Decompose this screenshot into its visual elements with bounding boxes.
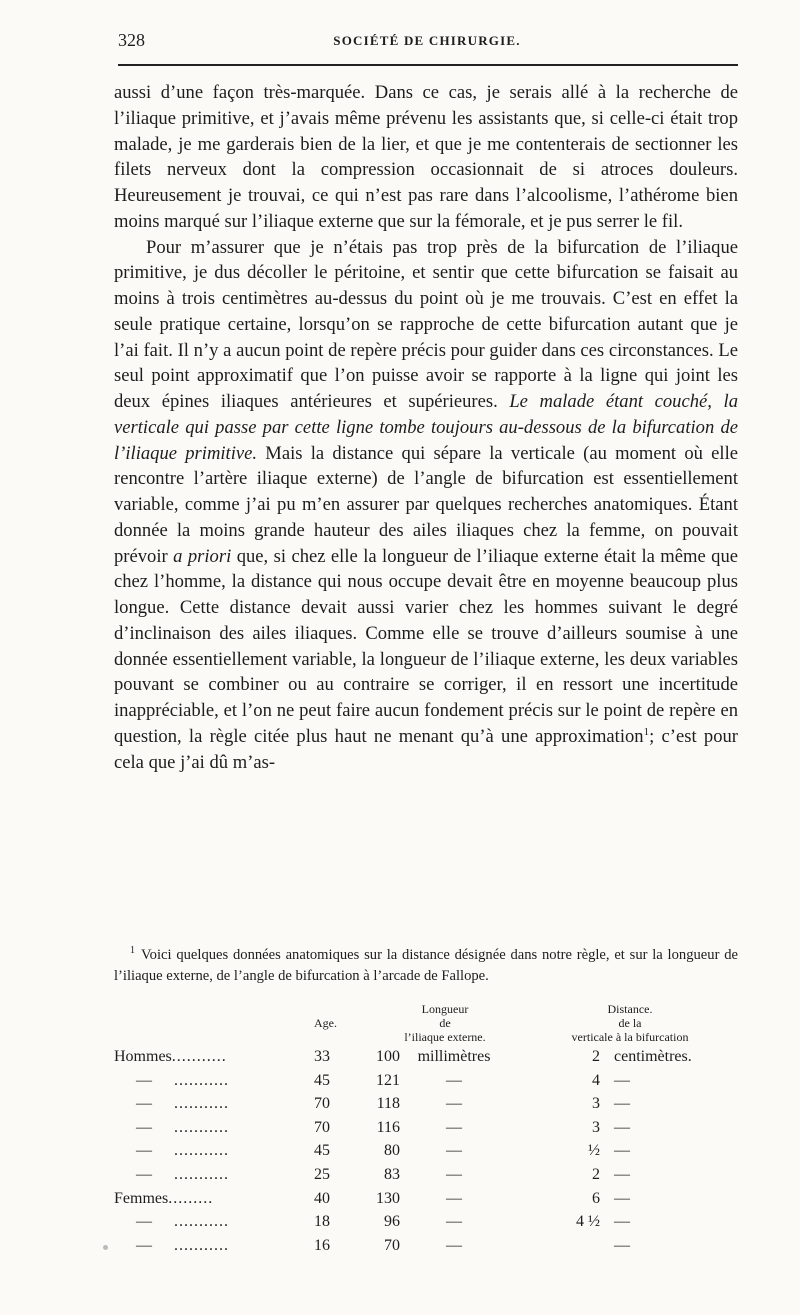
length-value: 96 [384, 1213, 400, 1231]
table-row [114, 1095, 730, 1119]
length-value: 130 [376, 1189, 400, 1207]
cell-distance [530, 1166, 730, 1190]
cell-distance [530, 1048, 730, 1072]
cell-length [360, 1213, 530, 1237]
length-unit: — [446, 1071, 462, 1089]
distance-unit: — [614, 1189, 630, 1207]
cell-age: 25 [314, 1165, 330, 1183]
cell-length [360, 1048, 530, 1072]
page-header [118, 30, 736, 54]
cell-distance [530, 1095, 730, 1119]
cell-group [114, 1119, 314, 1143]
cell-age: 40 [314, 1189, 330, 1207]
distance-unit: — [614, 1142, 630, 1160]
cell-group [114, 1142, 314, 1166]
table-row [114, 1166, 730, 1190]
distance-value: 4 [592, 1071, 600, 1089]
cell-distance [530, 1213, 730, 1237]
cell-length [360, 1237, 530, 1261]
cell-distance [530, 1119, 730, 1143]
data-table [114, 1002, 730, 1260]
cell-length [360, 1119, 530, 1143]
length-unit: — [446, 1118, 462, 1136]
length-value: 83 [384, 1165, 400, 1183]
group-label: — [136, 1236, 152, 1254]
length-unit: — [446, 1095, 462, 1113]
leader-dots: ........... [174, 1118, 229, 1136]
distance-value: 2 [592, 1165, 600, 1183]
length-unit: — [446, 1213, 462, 1231]
header-length-line-3: l’iliaque externe. [404, 1030, 486, 1044]
distance-value: 2 [592, 1048, 600, 1065]
header-distance-line-3: verticale à la bifurcation [571, 1030, 689, 1044]
length-value: 121 [376, 1071, 400, 1089]
table-row [114, 1048, 730, 1072]
distance-value: 6 [592, 1189, 600, 1207]
distance-value: 3 [592, 1118, 600, 1136]
header-length-line-2: de [439, 1016, 451, 1030]
paragraph-1: aussi d’une façon très-marquée. Dans ce cas, je serais allé à la recherche de l’iliaque primitive, et j’avais même prévenu les assistants que, si celle-ci était trop malade, je me garderais bien de la lier, et que je me contenterais de sectionner les filets nerveux dont la compression occasionnait de si atroces douleurs. Heureusement je trouvai, ce qui n’est pas rare dans l’alcoolisme, l’athérome bien moins marqué sur l’iliaque externe que sur la fémorale, et je pus serrer le fil. [114, 82, 738, 232]
table-body [114, 1048, 730, 1260]
table-row [114, 1072, 730, 1096]
length-value: 116 [376, 1118, 400, 1136]
cell-length [360, 1190, 530, 1214]
distance-unit: — [614, 1118, 630, 1136]
table-row [114, 1213, 730, 1237]
running-title: SOCIÉTÉ DE CHIRURGIE. [333, 33, 521, 48]
table-row [114, 1119, 730, 1143]
cell-group [114, 1072, 314, 1096]
distance-unit: — [614, 1213, 630, 1231]
footnote [114, 945, 738, 987]
table-row [114, 1142, 730, 1166]
paragraph-2-text-a: Pour m’assurer que je n’étais pas trop près de la bifurcation de l’iliaque primitive, je dus décoller le péritoine, et sentir que cette bifurcation se faisait au moins à trois centimètres au-dessus du point où je me trouvais. C’est en effet la seule pratique certaine, lorsqu’on se rapproche de cette bifurcation autant que je l’ai fait. Il n’y a aucun point de repère précis pour guider dans ces circonstances. Le seul point approximatif que l’on puisse avoir se rapporte à la ligne qui joint les deux épines iliaques antérieures et supérieures. [114, 236, 738, 412]
leader-dots: ........... [171, 1048, 227, 1065]
cell-distance [530, 1190, 730, 1214]
distance-unit: — [614, 1236, 630, 1254]
leader-dots: ........... [174, 1095, 229, 1113]
cell-age: 70 [314, 1095, 330, 1113]
header-group [114, 1002, 314, 1048]
cell-distance [530, 1142, 730, 1166]
leader-dots: ........... [174, 1213, 229, 1231]
table-row [114, 1237, 730, 1261]
header-rule [118, 64, 738, 66]
header-length [360, 1002, 530, 1048]
length-value: 100 [376, 1048, 400, 1065]
group-label: — [136, 1142, 152, 1160]
cell-group [114, 1237, 314, 1261]
group-label: — [136, 1095, 152, 1113]
cell-age: 45 [314, 1142, 330, 1160]
cell-distance [530, 1237, 730, 1261]
cell-age: 70 [314, 1118, 330, 1136]
footnote-mark: 1 [130, 945, 135, 957]
header-length-line-1: Longueur [421, 1002, 469, 1016]
leader-dots: ......... [168, 1189, 214, 1207]
paragraph-2-text-c: que, si chez elle la longueur de l’iliaque externe était la même que chez l’homme, la distance qui nous occupe devait être en moyenne beaucoup plus longue. Cette distance devait aussi varier chez les hommes suivant le degré d’inclinaison des ailes iliaques. Comme elle se trouve d’ailleurs soumise à une donnée essentiellement variable, la longueur de l’iliaque externe, les deux variables pouvant se combiner ou au contraire se corriger, il en ressort une incertitude inappréciable, et l’on ne peut faire aucun fondement précis sur le point de repère en question, la règle citée plus haut ne menant qu’à une approximation [114, 545, 739, 747]
leader-dots: ........... [174, 1236, 229, 1254]
length-value: 118 [376, 1095, 400, 1113]
group-label: — [136, 1213, 152, 1231]
distance-value: ½ [588, 1142, 600, 1160]
cell-age: 16 [314, 1236, 330, 1254]
paper-speck [103, 1245, 108, 1250]
italic-a-priori: a priori [173, 545, 232, 567]
header-distance [530, 1002, 730, 1048]
group-label: Hommes [114, 1048, 172, 1065]
group-label: — [136, 1071, 152, 1089]
group-label: — [136, 1118, 152, 1136]
distance-unit: — [614, 1095, 630, 1113]
cell-length [360, 1072, 530, 1096]
distance-unit: — [614, 1165, 630, 1183]
italic-rule-statement: Le malade étant couché, la verticale qui passe par cette ligne tombe toujours au-dessous de la bifurcation de l’iliaque primitive. [114, 391, 738, 464]
cell-group [114, 1213, 314, 1237]
header-age: Age. [314, 1016, 337, 1030]
group-label: — [136, 1165, 152, 1183]
footnote-text: Voici quelques données anatomiques sur la distance désignée dans notre règle, et sur la longueur de l’iliaque externe, de l’angle de bifurcation à l’arcade de Fallope. [114, 947, 738, 984]
footnote-reference: 1 [643, 725, 650, 738]
cell-length [360, 1166, 530, 1190]
leader-dots: ........... [174, 1165, 229, 1183]
group-label: Femmes [114, 1189, 169, 1207]
length-value: 80 [384, 1142, 400, 1160]
cell-age: 18 [314, 1213, 330, 1231]
cell-group [114, 1166, 314, 1190]
length-unit: — [446, 1165, 462, 1183]
cell-group [114, 1095, 314, 1119]
cell-length [360, 1142, 530, 1166]
cell-length [360, 1095, 530, 1119]
table-row [114, 1190, 730, 1214]
cell-group [114, 1190, 314, 1214]
length-unit: — [446, 1189, 462, 1207]
paragraph-2-text-b: Mais la distance qui sépare la verticale (au moment où elle rencontre l’artère iliaque externe) de l’angle de bifurcation est essentiellement variable, comme j’ai pu m’en assurer par quelques recherches anatomiques. Étant donnée la moins grande hauteur des ailes iliaques chez la femme, on pouvait prévoir [114, 442, 738, 567]
distance-value: 4 ½ [576, 1213, 600, 1231]
page-number: 328 [118, 30, 145, 50]
body-text [114, 80, 738, 775]
length-unit: — [446, 1142, 462, 1160]
length-unit: millimètres [417, 1048, 491, 1065]
length-value: 70 [384, 1236, 400, 1254]
paragraph-2-text-d: ; c’est pour cela que j’ai dû m’as- [114, 725, 738, 773]
table-header-row [114, 1002, 730, 1048]
length-unit: — [446, 1236, 462, 1254]
distance-value: 3 [592, 1095, 600, 1113]
leader-dots: ........... [174, 1142, 229, 1160]
header-distance-line-1: Distance. [607, 1002, 653, 1016]
cell-distance [530, 1072, 730, 1096]
cell-age: 45 [314, 1071, 330, 1089]
header-distance-line-2: de la [618, 1016, 642, 1030]
leader-dots: ........... [174, 1071, 229, 1089]
distance-unit: centimètres. [614, 1048, 692, 1065]
cell-group [114, 1048, 314, 1072]
paragraph-2 [114, 235, 738, 776]
distance-unit: — [614, 1071, 630, 1089]
cell-age: 33 [314, 1048, 330, 1065]
